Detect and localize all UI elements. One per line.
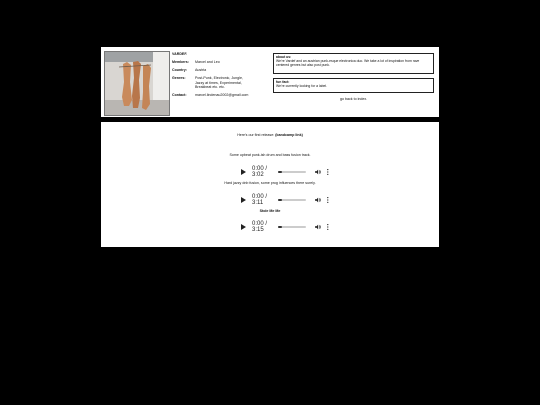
country-row: [172, 68, 250, 72]
release-card: [101, 122, 439, 247]
funfact-box: [273, 78, 434, 93]
bandcamp-link[interactable]: (bandcamp link): [275, 133, 303, 137]
play-icon[interactable]: [241, 224, 246, 230]
contact-value[interactable]: marcel.lindenau2002@gmail.com: [195, 93, 249, 98]
more-vertical-icon[interactable]: [327, 168, 329, 176]
about-title: about us:: [276, 55, 292, 59]
player-time: 0:00 / 3:15: [252, 221, 268, 233]
seek-bar[interactable]: [278, 226, 306, 228]
volume-icon[interactable]: [315, 223, 321, 231]
back-to-index-link[interactable]: go back to index.: [340, 97, 368, 101]
country-value: Austria: [195, 68, 207, 73]
audio-player-2[interactable]: [241, 195, 329, 205]
audio-player-3[interactable]: [241, 222, 329, 232]
audio-player-1[interactable]: [241, 167, 329, 177]
track-1-description: Some upbeat punk-ish drum and bass fusion track.: [229, 153, 311, 157]
genres-label: Genres:: [172, 76, 186, 81]
track-3-description: Stole Me Me: [259, 209, 281, 213]
band-info: [172, 52, 250, 101]
band-photo: [104, 51, 170, 116]
more-vertical-icon[interactable]: [327, 196, 329, 204]
more-vertical-icon[interactable]: [327, 223, 329, 231]
player-time: 0:00 / 3:02: [252, 166, 268, 178]
about-text: We're Vardef and an austrian punk-esque electronica duo. We take a lot of inspiration from rave centered genres but also post punk.: [276, 59, 420, 68]
members-value: Marcel and Leo: [195, 60, 220, 65]
country-label: Country:: [172, 68, 187, 73]
release-intro: Here's our first release:: [237, 133, 276, 137]
seek-fill: [278, 226, 281, 228]
track-2-description: Hard jazzy dnb fusion, some prog influences there surely.: [224, 181, 316, 185]
funfact-title: fun fact:: [276, 80, 290, 84]
release-intro-line: [101, 133, 439, 137]
band-info-card: [101, 47, 439, 117]
contact-label: Contact:: [172, 93, 187, 98]
funfact-text: We're currently looking for a label.: [276, 84, 328, 89]
seek-bar[interactable]: [278, 199, 306, 201]
about-box: [273, 53, 434, 74]
genres-value: Post-Punk, Electronic, Jungle, Jazzy at times, Experimental, Breakbeat etc. etc.: [195, 76, 243, 90]
members-row: [172, 60, 250, 64]
genres-row: [172, 76, 250, 89]
contact-row: [172, 93, 250, 97]
volume-icon[interactable]: [315, 168, 321, 176]
volume-icon[interactable]: [315, 196, 321, 204]
player-time: 0:00 / 3:11: [252, 194, 268, 206]
seek-fill: [278, 171, 281, 173]
seek-bar[interactable]: [278, 171, 306, 173]
play-icon[interactable]: [241, 169, 246, 175]
seek-fill: [278, 199, 281, 201]
band-name: VARDEF.: [172, 52, 188, 56]
members-label: Members:: [172, 60, 189, 65]
play-icon[interactable]: [241, 197, 246, 203]
